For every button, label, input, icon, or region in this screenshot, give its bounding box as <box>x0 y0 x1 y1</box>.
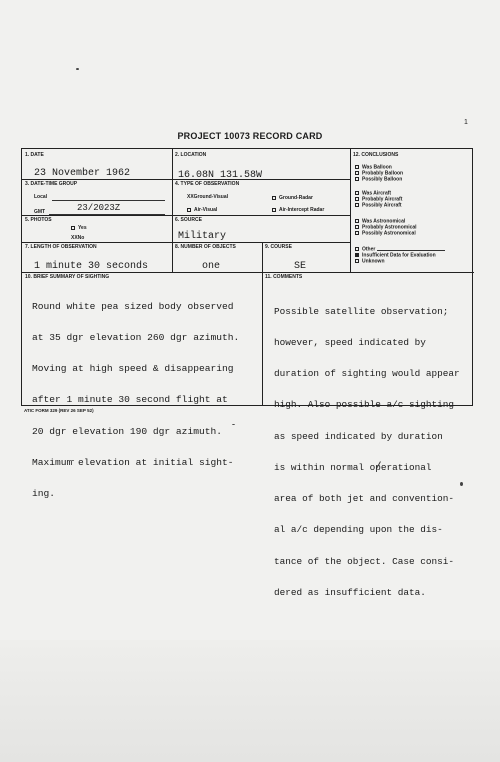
option-ground-radar: Ground-Radar <box>272 195 313 201</box>
checked-box-icon <box>355 253 359 257</box>
comments-line: dered as insufficient data. <box>274 586 426 598</box>
summary-line: after 1 minute 30 second flight at <box>32 394 228 406</box>
date-label: 1. DATE <box>25 152 44 158</box>
checkbox-icon <box>71 226 75 230</box>
date-value: 23 November 1962 <box>34 168 131 179</box>
comments-label: 11. COMMENTS <box>265 274 303 280</box>
checkbox-icon <box>355 177 359 181</box>
summary-line: Round white pea sized body observed <box>32 300 234 312</box>
checkbox-icon <box>272 208 276 212</box>
length-value: 1 minute 30 seconds <box>34 261 149 272</box>
checkbox-icon <box>355 197 359 201</box>
card-title: PROJECT 10073 RECORD CARD <box>177 131 323 141</box>
form-identifier: ATIC FORM 329 (REV 26 SEP 52) <box>24 408 94 413</box>
comments-line: as speed indicated by duration <box>274 430 443 442</box>
date-time-group-label: 3. DATE-TIME GROUP <box>25 181 78 187</box>
comments-line: high. Also possible a/c sighting <box>274 399 455 411</box>
comments-line: however, speed indicated by <box>274 337 426 349</box>
gmt-value: 23/2023Z <box>77 203 121 213</box>
conclusions-astronomical: Was Astronomical Probably Astronomical Possibly Astronomical <box>355 219 417 237</box>
comments-text <box>274 286 460 619</box>
checkbox-icon <box>355 259 359 263</box>
option-air-visual: Air-Visual <box>187 207 217 213</box>
conclusions-aircraft: Was Aircraft Probably Aircraft Possibly Aircraft <box>355 191 402 209</box>
summary-line: Moving at high speed & disappearing <box>32 363 234 375</box>
scan-speck <box>460 482 463 486</box>
comments-line: is within normal operational <box>274 461 432 473</box>
observation-type-label: 4. TYPE OF OBSERVATION <box>175 181 240 187</box>
objects-value: one <box>202 261 221 272</box>
checkbox-icon <box>355 203 359 207</box>
checkbox-icon <box>355 247 359 251</box>
local-time-label: Local <box>34 194 48 200</box>
checkbox-icon <box>355 165 359 169</box>
course-value: SE <box>294 261 307 272</box>
location-value: 16.08N 131.58W <box>178 170 263 181</box>
option-ground-visual: XXGround-Visual <box>187 194 229 200</box>
comments-line: area of both jet and convention- <box>274 493 455 505</box>
checkbox-icon <box>355 219 359 223</box>
conclusions-other: Other Insufficient Data for Evaluation Unknown <box>355 247 445 265</box>
comments-line: tance of the object. Case consi- <box>274 555 455 567</box>
summary-text <box>32 281 239 520</box>
summary-line: at 35 dgr elevation 260 dgr azimuth. <box>32 332 240 344</box>
checkbox-icon <box>187 208 191 212</box>
length-label: 7. LENGTH OF OBSERVATION <box>25 244 97 250</box>
comments-line: al a/c depending upon the dis- <box>274 524 443 536</box>
scan-speck <box>76 68 79 70</box>
photos-label: 5. PHOTOS <box>25 217 52 223</box>
checkbox-icon <box>355 225 359 229</box>
gmt-label: GMT <box>34 209 46 215</box>
checkbox-icon <box>355 171 359 175</box>
photos-yes: Yes <box>71 225 87 231</box>
checkbox-icon <box>272 196 276 200</box>
summary-label: 10. BRIEF SUMMARY OF SIGHTING <box>25 274 110 280</box>
conclusions-balloon: Was Balloon Probably Balloon Possibly Balloon <box>355 165 403 183</box>
checkbox-icon <box>355 191 359 195</box>
page-number: 1 <box>464 119 468 126</box>
course-label: 9. COURSE <box>265 244 292 250</box>
option-air-intercept-radar: Air-Intercept Radar <box>272 207 324 213</box>
source-label: 6. SOURCE <box>175 217 202 223</box>
photos-no: XXNo <box>71 235 85 241</box>
source-value: Military <box>178 231 227 242</box>
summary-line: ing. <box>32 488 56 500</box>
conclusions-label: 12. CONCLUSIONS <box>353 152 399 158</box>
summary-line: Maximum elevation at initial sight- <box>32 456 234 468</box>
comments-line: Possible satellite observation; <box>274 305 449 317</box>
comments-line: duration of sighting would appear <box>274 368 460 380</box>
page-bottom-shadow <box>0 640 500 762</box>
location-label: 2. LOCATION <box>175 152 207 158</box>
summary-line: 20 dgr elevation 190 dgr azimuth. <box>32 425 222 437</box>
objects-label: 8. NUMBER OF OBJECTS <box>175 244 236 250</box>
checkbox-icon <box>355 231 359 235</box>
